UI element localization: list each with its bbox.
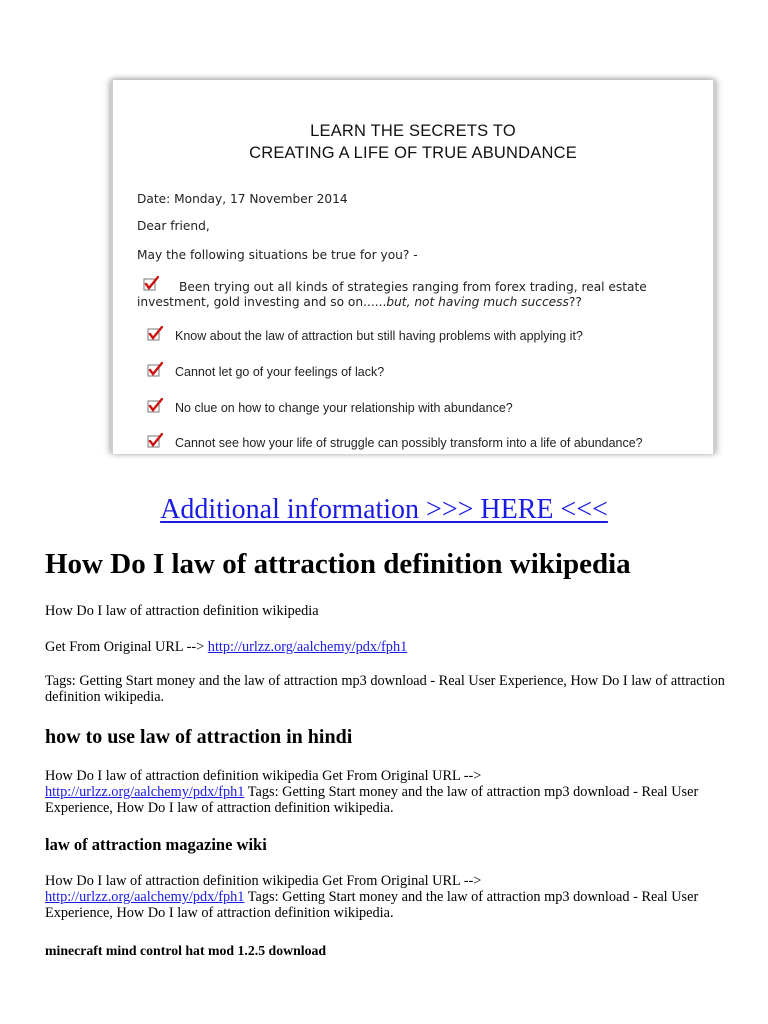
letter-title-line1: LEARN THE SECRETS TO	[310, 122, 516, 140]
letter-greeting: Dear friend,	[137, 219, 210, 233]
source-url-link[interactable]: http://urlzz.org/aalchemy/pdx/fph1	[207, 639, 408, 655]
red-checkbox-icon	[147, 326, 163, 341]
section-paragraph-magazine: How Do I law of attraction definition wikipedia Get From Original URL --> http://urlzz.org/aalchemy/pdx/fph1 Tags: Getting Start money and the law of attraction mp3 download - Real User Experience, How Do I law of attraction definition wikipedia.	[45, 873, 699, 921]
letter-item-1-line2: investment, gold investing and so on......but, not having much success??	[137, 295, 582, 309]
letter-date: Date: Monday, 17 November 2014	[137, 192, 348, 206]
sales-letter-image	[111, 80, 715, 454]
letter-title-line2: CREATING A LIFE OF TRUE ABUNDANCE	[249, 144, 577, 162]
letter-item-4: No clue on how to change your relationship with abundance?	[175, 401, 513, 415]
red-checkbox-icon	[143, 276, 159, 291]
section-heading-magazine: law of attraction magazine wiki	[45, 835, 267, 854]
additional-info-link[interactable]: Additional information >>> HERE <<<	[160, 494, 608, 525]
red-checkbox-icon	[147, 362, 163, 377]
tags-paragraph: Tags: Getting Start money and the law of attraction mp3 download - Real User Experience, How Do I law of attraction definition wikipedia.	[45, 673, 725, 705]
source-url-paragraph	[45, 639, 725, 655]
page-title: How Do I law of attraction definition wikipedia	[45, 548, 631, 580]
letter-item-2: Know about the law of attraction but still having problems with applying it?	[175, 329, 583, 343]
letter-item-5: Cannot see how your life of struggle can possibly transform into a life of abundance?	[175, 436, 643, 450]
source-label: Get From Original URL -->	[45, 639, 205, 655]
intro-paragraph: How Do I law of attraction definition wikipedia	[45, 603, 319, 619]
red-checkbox-icon	[147, 433, 163, 448]
section-heading-minecraft: minecraft mind control hat mod 1.2.5 download	[45, 943, 327, 958]
letter-item-3: Cannot let go of your feelings of lack?	[175, 365, 385, 379]
section-heading-hindi: how to use law of attraction in hindi	[45, 726, 353, 748]
section-url-link[interactable]: http://urlzz.org/aalchemy/pdx/fph1	[45, 889, 245, 905]
letter-item-1-line1: Been trying out all kinds of strategies ranging from forex trading, real estate	[179, 280, 647, 294]
section-paragraph-hindi: How Do I law of attraction definition wikipedia Get From Original URL --> http://urlzz.org/aalchemy/pdx/fph1 Tags: Getting Start money and the law of attraction mp3 download - Real User Experience, How Do I law of attraction definition wikipedia.	[45, 768, 699, 816]
letter-intro: May the following situations be true for you? -	[137, 248, 418, 262]
section-url-link[interactable]: http://urlzz.org/aalchemy/pdx/fph1	[45, 784, 245, 800]
red-checkbox-icon	[147, 398, 163, 413]
